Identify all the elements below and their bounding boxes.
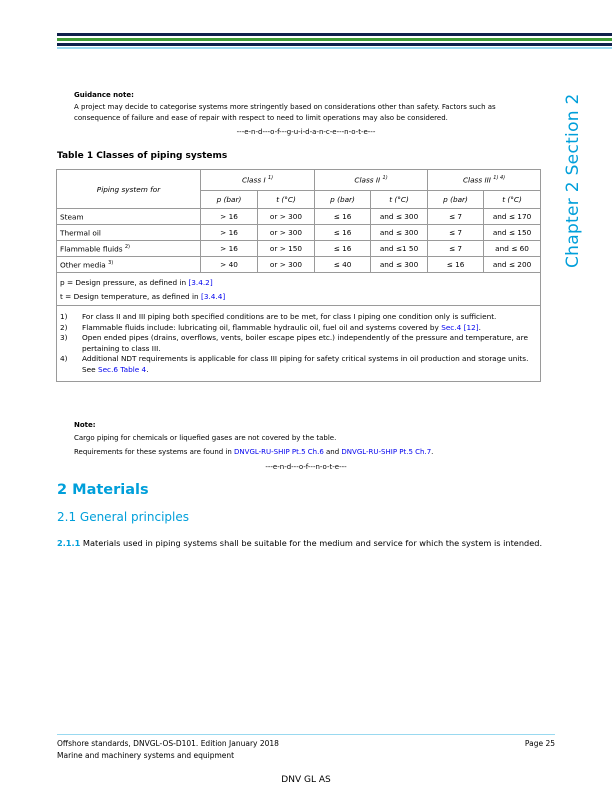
header-p-bar: p (bar) xyxy=(315,191,371,209)
table-row xyxy=(57,257,541,273)
ref-link-sec6-table4[interactable]: Sec.6 Table 4 xyxy=(97,364,147,374)
footnote-3: 3) Open ended pipes (drains, overflows, vents, boiler escape pipes etc.) independently of the pressure and temperature, are pertaining to class III. xyxy=(60,333,528,353)
header-piping-system: Piping system for xyxy=(57,170,201,209)
header-t-c: t (°C) xyxy=(484,191,541,209)
table-cell: or > 300 xyxy=(258,225,315,241)
table-cell: and ≤ 60 xyxy=(484,241,541,257)
t-definition: t = Design temperature, as defined in [3.4.4] xyxy=(60,292,226,301)
page-number: Page 25 xyxy=(524,739,555,748)
table-cell: and ≤ 300 xyxy=(371,209,428,225)
header-t-c: t (°C) xyxy=(258,191,315,209)
table-cell: and ≤ 200 xyxy=(484,257,541,273)
table-cell: or > 300 xyxy=(258,257,315,273)
ref-link-344[interactable]: [3.4.4] xyxy=(200,292,226,301)
chapter-section-label: Chapter 2 Section 2 xyxy=(563,93,583,268)
table-row xyxy=(57,241,541,257)
table-cell: and ≤ 300 xyxy=(371,225,428,241)
row-label: Other media $^{3)}$ xyxy=(57,257,201,273)
header-stripe-navy-2 xyxy=(57,43,612,46)
header-p-bar: p (bar) xyxy=(201,191,258,209)
guidance-note-end: ---e-n-d---o-f---g-u-i-d-a-n-c-e---n-o-t-e--- xyxy=(236,128,376,136)
row-label: Steam xyxy=(57,209,201,225)
header-class-ii: Class II $^{1)}$ xyxy=(315,170,428,191)
note-line-1: Cargo piping for chemicals or liquefied gases are not covered by the table. xyxy=(74,434,337,442)
piping-class-table xyxy=(56,169,540,382)
table-cell: or > 300 xyxy=(258,209,315,225)
footnote-2: 2) Flammable fluids include: lubricating oil, flammable hydraulic oil, fuel oil and systems covered by Sec.4 [12]. xyxy=(60,322,481,332)
table-cell: and ≤ 150 xyxy=(484,225,541,241)
guidance-note-title: Guidance note: xyxy=(74,91,134,99)
header-stripe-lightblue xyxy=(57,47,612,49)
note-line-2: Requirements for these systems are found in DNVGL-RU-SHIP Pt.5 Ch.6 and DNVGL-RU-SHIP Pt.5 Ch.7. xyxy=(74,448,434,456)
table-cell: ≤ 7 xyxy=(428,241,484,257)
table-cell: ≤ 7 xyxy=(428,209,484,225)
note-title: Note: xyxy=(74,421,96,429)
footer-title: Marine and machinery systems and equipment xyxy=(57,751,235,760)
table-cell: > 16 xyxy=(201,241,258,257)
table-cell: and ≤ 300 xyxy=(371,257,428,273)
footer-standard: Offshore standards, DNVGL-OS-D101. Edition January 2018 xyxy=(57,739,279,748)
footnote-1: 1) For class II and III piping both specified conditions are to be met, for class I piping one condition only is sufficient. xyxy=(60,312,497,321)
table-cell: and ≤1 50 xyxy=(371,241,428,257)
p-definition: p = Design pressure, as defined in [3.4.2] xyxy=(60,278,213,287)
footer-divider xyxy=(57,734,555,735)
table-cell: ≤ 16 xyxy=(315,209,371,225)
ref-link-pt5-ch6[interactable]: DNVGL-RU-SHIP Pt.5 Ch.6 xyxy=(234,448,324,456)
header-t-c: t (°C) xyxy=(371,191,428,209)
table-cell: and ≤ 170 xyxy=(484,209,541,225)
section-heading: 2 Materials xyxy=(57,482,149,498)
note-end: ---e-n-d---o-f---n-o-t-e--- xyxy=(265,463,347,471)
ref-link-342[interactable]: [3.4.2] xyxy=(188,278,213,287)
header-stripe-green xyxy=(57,38,612,41)
header-class-i: Class I $^{1)}$ xyxy=(201,170,315,191)
table-cell: > 16 xyxy=(201,209,258,225)
table-title: Table 1 Classes of piping systems xyxy=(57,151,228,161)
paragraph-2-1-1: 2.1.1 Materials used in piping systems shall be suitable for the medium and service for which the system is intended. xyxy=(57,538,543,548)
table-cell: ≤ 16 xyxy=(315,225,371,241)
table-notes xyxy=(57,273,541,382)
header-p-bar: p (bar) xyxy=(428,191,484,209)
paragraph-number: 2.1.1 xyxy=(57,538,81,548)
table-cell: ≤ 7 xyxy=(428,225,484,241)
table-cell: ≤ 16 xyxy=(315,241,371,257)
table-cell: > 40 xyxy=(201,257,258,273)
table-cell: or > 150 xyxy=(258,241,315,257)
header-stripe-navy xyxy=(57,33,612,36)
table-row xyxy=(57,225,541,241)
row-label: Thermal oil xyxy=(57,225,201,241)
table-cell: ≤ 16 xyxy=(428,257,484,273)
table-row xyxy=(57,209,541,225)
table-cell: > 16 xyxy=(201,225,258,241)
table-cell: ≤ 40 xyxy=(315,257,371,273)
footer-organization: DNV GL AS xyxy=(281,775,331,785)
ref-link-sec4[interactable]: Sec.4 [12] xyxy=(441,322,479,332)
row-label: Flammable fluids $^{2)}$ xyxy=(57,241,201,257)
header-class-iii: Class III $^{1) 4)}$ xyxy=(428,170,541,191)
footnote-4: 4) Additional NDT requirements is applicable for class III piping for safety critical systems in oil production and storage units. See Sec.6 Table 4. xyxy=(60,354,529,374)
subsection-heading: 2.1 General principles xyxy=(57,510,190,524)
guidance-note-text: A project may decide to categorise systems more stringently based on considerations other than safety. Factors such as consequence of failure and ease of repair with respect to need to limit operations may also be considered. xyxy=(74,103,496,122)
ref-link-pt5-ch7[interactable]: DNVGL-RU-SHIP Pt.5 Ch.7 xyxy=(341,448,432,456)
